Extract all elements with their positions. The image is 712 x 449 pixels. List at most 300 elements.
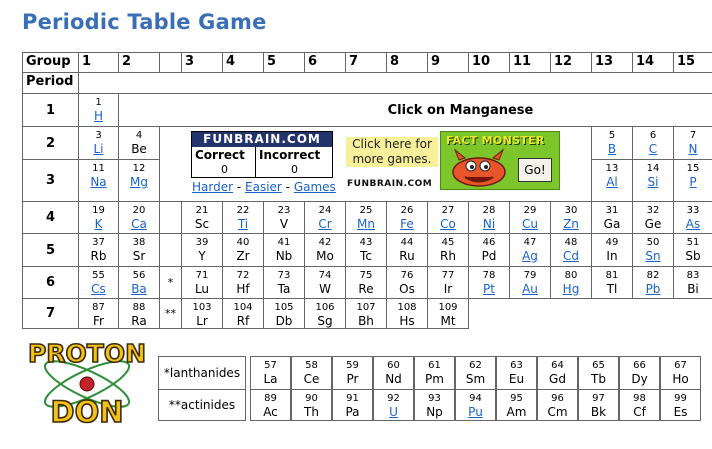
- period-header-spacer: [78, 72, 712, 94]
- element-symbol: Tl: [606, 282, 618, 296]
- element-cell-ta: [263, 266, 305, 299]
- element-symbol: Os: [399, 282, 415, 296]
- atomic-number: 27: [441, 205, 455, 216]
- element-cell-db: [263, 298, 305, 329]
- atomic-number: 89: [264, 393, 277, 404]
- element-symbol[interactable]: Pb: [645, 282, 661, 296]
- element-cell-na[interactable]: [78, 159, 119, 202]
- element-symbol[interactable]: Ca: [131, 217, 147, 231]
- element-symbol[interactable]: Zn: [563, 217, 579, 231]
- atomic-number: 13: [605, 163, 619, 174]
- atomic-number: 4: [135, 130, 143, 141]
- element-cell-be: [118, 126, 160, 160]
- page-title: Periodic Table Game: [22, 10, 267, 34]
- games-link[interactable]: Games: [293, 180, 336, 194]
- element-symbol: Tc: [360, 249, 372, 263]
- element-cell-zr: [222, 233, 264, 267]
- element-symbol[interactable]: Ag: [522, 249, 538, 263]
- element-cell-zn[interactable]: [550, 201, 592, 234]
- element-symbol: Bk: [590, 405, 607, 419]
- atomic-number: 79: [523, 270, 537, 281]
- atomic-number: 78: [482, 270, 496, 281]
- element-cell-bh: [345, 298, 387, 329]
- element-cell-k[interactable]: [78, 201, 119, 234]
- atomic-number: 44: [400, 237, 414, 248]
- element-cell-pm: [414, 356, 455, 390]
- more-games-banner[interactable]: [343, 131, 438, 191]
- element-cell-u[interactable]: [373, 389, 414, 421]
- element-symbol: Be: [131, 142, 147, 156]
- element-symbol[interactable]: Mn: [357, 217, 375, 231]
- atomic-number: 20: [132, 205, 146, 216]
- atomic-number: 49: [605, 237, 619, 248]
- element-cell-as[interactable]: [673, 201, 712, 234]
- funbrain-wordmark: FUNBRAIN.COM: [347, 179, 433, 189]
- period-5: 5: [22, 233, 79, 267]
- atomic-number: 104: [233, 302, 253, 313]
- period-3: 3: [22, 159, 79, 202]
- prompt-cell: [118, 93, 712, 127]
- atomic-number: 15: [686, 163, 700, 174]
- element-symbol[interactable]: H: [93, 109, 104, 123]
- atomic-number: 3: [95, 130, 102, 141]
- group-header-3: 3: [181, 52, 223, 73]
- element-cell-ce: [291, 356, 332, 390]
- element-cell-si[interactable]: [632, 159, 674, 202]
- element-symbol[interactable]: Li: [93, 142, 104, 156]
- element-cell-hs: [386, 298, 428, 329]
- element-symbol: Dy: [631, 372, 648, 386]
- element-cell-mg[interactable]: [118, 159, 160, 202]
- element-cell-bk: [578, 389, 619, 421]
- element-symbol[interactable]: Cr: [318, 217, 332, 231]
- element-symbol: Ce: [303, 372, 320, 386]
- element-cell-sc: [181, 201, 223, 234]
- element-cell-sr: [118, 233, 160, 267]
- element-cell-n[interactable]: [673, 126, 712, 160]
- element-symbol: Es: [673, 405, 688, 419]
- atomic-number: 109: [438, 302, 458, 313]
- element-symbol: Gd: [549, 372, 566, 386]
- atomic-number: 24: [318, 205, 332, 216]
- element-cell-tl: [591, 266, 633, 299]
- fact-monster-logo: FACT MONSTER: [446, 134, 545, 147]
- element-symbol: V: [279, 217, 289, 231]
- atomic-number: 12: [132, 163, 146, 174]
- atomic-number: 80: [564, 270, 578, 281]
- element-cell-v: [263, 201, 305, 234]
- element-cell-pt[interactable]: [468, 266, 510, 299]
- atomic-number: 98: [633, 393, 646, 404]
- element-symbol: Ho: [672, 372, 689, 386]
- element-symbol[interactable]: N: [688, 142, 698, 156]
- logo-word-don: DON: [50, 395, 124, 429]
- group-header-4: 4: [222, 52, 264, 73]
- element-cell-p[interactable]: [673, 159, 712, 202]
- group-header-2: 2: [118, 52, 160, 73]
- element-symbol: Nb: [275, 249, 293, 263]
- atomic-number: 95: [510, 393, 523, 404]
- series-marker: *: [159, 266, 182, 299]
- element-symbol: Fr: [93, 314, 104, 328]
- element-symbol[interactable]: Hg: [562, 282, 580, 296]
- element-cell-in: [591, 233, 633, 267]
- atomic-number: 41: [277, 237, 291, 248]
- atomic-number: 56: [132, 270, 146, 281]
- atomic-number: 94: [469, 393, 482, 404]
- atomic-number: 26: [400, 205, 414, 216]
- atomic-number: 62: [469, 360, 482, 371]
- element-symbol[interactable]: Cu: [522, 217, 538, 231]
- element-symbol: Ir: [443, 282, 453, 296]
- incorrect-count: 0: [291, 163, 298, 176]
- element-symbol: W: [319, 282, 331, 296]
- element-symbol: Sr: [132, 249, 146, 263]
- element-cell-ir: [427, 266, 469, 299]
- element-symbol[interactable]: Mg: [130, 175, 148, 189]
- atomic-number: 91: [346, 393, 359, 404]
- element-symbol[interactable]: Si: [647, 175, 659, 189]
- atomic-number: 33: [686, 205, 700, 216]
- atomic-number: 38: [132, 237, 146, 248]
- atomic-number: 67: [674, 360, 687, 371]
- atomic-number: 43: [359, 237, 373, 248]
- atomic-number: 29: [523, 205, 537, 216]
- group-header-label: Group: [22, 52, 79, 73]
- atomic-number: 99: [674, 393, 687, 404]
- group-header-9: 9: [427, 52, 469, 73]
- atomic-number: 31: [605, 205, 619, 216]
- incorrect-label: Incorrect: [259, 148, 321, 162]
- element-cell-cd[interactable]: [550, 233, 592, 267]
- lanthanides-label: *lanthanides: [158, 356, 246, 390]
- element-cell-co[interactable]: [427, 201, 469, 234]
- element-symbol: Sb: [685, 249, 701, 263]
- element-symbol[interactable]: U: [389, 405, 398, 419]
- element-cell-mo: [304, 233, 346, 267]
- atomic-number: 14: [646, 163, 660, 174]
- element-symbol: Pm: [425, 372, 444, 386]
- element-symbol: Pr: [346, 372, 359, 386]
- go-button[interactable]: Go!: [518, 158, 552, 182]
- link-separator: -: [233, 180, 246, 194]
- element-cell-sb: [673, 233, 712, 267]
- group-header-blank: [159, 52, 182, 73]
- element-symbol[interactable]: Pt: [483, 282, 495, 296]
- group-header-8: 8: [386, 52, 428, 73]
- atomic-number: 72: [236, 270, 250, 281]
- element-symbol[interactable]: K: [94, 217, 103, 231]
- element-cell-nb: [263, 233, 305, 267]
- element-cell-b[interactable]: [591, 126, 633, 160]
- element-cell-th: [291, 389, 332, 421]
- element-cell-lu: [181, 266, 223, 299]
- element-symbol[interactable]: B: [607, 142, 617, 156]
- atomic-number: 107: [356, 302, 376, 313]
- element-cell-ca[interactable]: [118, 201, 160, 234]
- element-symbol: Tb: [591, 372, 606, 386]
- element-symbol: Hs: [399, 314, 415, 328]
- atomic-number: 83: [686, 270, 700, 281]
- period-header-label: Period: [22, 72, 79, 94]
- atomic-number: 21: [195, 205, 209, 216]
- element-symbol[interactable]: Cd: [563, 249, 579, 263]
- atomic-number: 45: [441, 237, 455, 248]
- element-symbol: Am: [506, 405, 527, 419]
- atomic-number: 59: [346, 360, 359, 371]
- element-symbol: Re: [358, 282, 374, 296]
- element-symbol[interactable]: Au: [522, 282, 538, 296]
- element-cell-pb[interactable]: [632, 266, 674, 299]
- easier-link[interactable]: Easier: [245, 180, 282, 194]
- element-cell-mn[interactable]: [345, 201, 387, 234]
- element-symbol: Pd: [481, 249, 497, 263]
- atomic-number: 61: [428, 360, 441, 371]
- element-symbol: Eu: [508, 372, 525, 386]
- element-cell-os: [386, 266, 428, 299]
- element-symbol: Sc: [194, 217, 210, 231]
- atomic-number: 22: [236, 205, 250, 216]
- group-header-13: 13: [591, 52, 633, 73]
- element-symbol: Th: [304, 405, 319, 419]
- group-header-6: 6: [304, 52, 346, 73]
- element-cell-lr: [181, 298, 223, 329]
- element-cell-w: [304, 266, 346, 299]
- element-cell-ag[interactable]: [509, 233, 551, 267]
- element-symbol: Ga: [603, 217, 621, 231]
- element-symbol[interactable]: Cs: [91, 282, 106, 296]
- atomic-number: 55: [92, 270, 105, 281]
- atomic-number: 39: [195, 237, 209, 248]
- element-symbol[interactable]: Ni: [482, 217, 496, 231]
- element-cell-re: [345, 266, 387, 299]
- element-symbol: Ta: [277, 282, 291, 296]
- element-cell-pr: [332, 356, 373, 390]
- atomic-number: 57: [264, 360, 277, 371]
- atomic-number: 7: [689, 130, 697, 141]
- element-symbol[interactable]: Al: [606, 175, 618, 189]
- element-cell-al[interactable]: [591, 159, 633, 202]
- element-symbol: Ac: [263, 405, 278, 419]
- element-cell-pa: [332, 389, 373, 421]
- atomic-number: 51: [686, 237, 700, 248]
- element-symbol[interactable]: Co: [440, 217, 456, 231]
- fact-monster-mascot-icon: [443, 146, 519, 190]
- element-cell-cm: [537, 389, 578, 421]
- element-cell-mt: [427, 298, 469, 329]
- atomic-number: 47: [523, 237, 537, 248]
- element-cell-sn[interactable]: [632, 233, 674, 267]
- element-symbol: Pa: [345, 405, 360, 419]
- atomic-number: 58: [305, 360, 318, 371]
- group-header-10: 10: [468, 52, 510, 73]
- element-cell-ba[interactable]: [118, 266, 160, 299]
- atomic-number: 48: [564, 237, 578, 248]
- group-header-1: 1: [78, 52, 119, 73]
- correct-label: Correct: [195, 148, 245, 162]
- element-symbol: Y: [198, 249, 206, 263]
- element-cell-li[interactable]: [78, 126, 119, 160]
- atomic-number: 28: [482, 205, 496, 216]
- element-cell-pu[interactable]: [455, 389, 496, 421]
- group-header-7: 7: [345, 52, 387, 73]
- period-7: 7: [22, 298, 79, 329]
- atomic-number: 42: [318, 237, 332, 248]
- group-header-11: 11: [509, 52, 551, 73]
- element-cell-dy: [619, 356, 660, 390]
- atomic-number: 30: [564, 205, 578, 216]
- atomic-number: 88: [132, 302, 146, 313]
- element-symbol: Ra: [131, 314, 147, 328]
- element-cell-sg: [304, 298, 346, 329]
- element-symbol[interactable]: Ba: [131, 282, 147, 296]
- question-prompt: Click on Manganese: [387, 102, 534, 118]
- element-cell-am: [496, 389, 537, 421]
- atomic-number: 90: [305, 393, 318, 404]
- atomic-number: 82: [646, 270, 660, 281]
- element-cell-la: [250, 356, 291, 390]
- element-symbol: Rf: [236, 314, 250, 328]
- element-cell-cs[interactable]: [78, 266, 119, 299]
- series-marker: **: [159, 298, 182, 329]
- more-games-text: Click here for more games.: [346, 137, 438, 167]
- difficulty-links: [192, 180, 336, 194]
- harder-link[interactable]: Harder: [192, 180, 234, 194]
- proton-don-logo: [22, 336, 152, 431]
- element-cell-ni[interactable]: [468, 201, 510, 234]
- atomic-number: 5: [608, 130, 616, 141]
- element-symbol: Lr: [196, 314, 208, 328]
- element-symbol[interactable]: Ti: [237, 217, 249, 231]
- element-cell-h[interactable]: [78, 93, 119, 127]
- score-divider: [255, 147, 256, 178]
- atomic-number: 60: [387, 360, 400, 371]
- group-header-5: 5: [263, 52, 305, 73]
- element-symbol: Mt: [440, 314, 456, 328]
- atomic-number: 46: [482, 237, 496, 248]
- element-symbol: Ru: [399, 249, 415, 263]
- element-symbol: Cf: [633, 405, 646, 419]
- atomic-number: 96: [551, 393, 564, 404]
- element-symbol: Lu: [194, 282, 210, 296]
- atomic-number: 37: [92, 237, 105, 248]
- element-cell-nd: [373, 356, 414, 390]
- period-6: 6: [22, 266, 79, 299]
- element-cell-tb: [578, 356, 619, 390]
- element-symbol: Mo: [316, 249, 334, 263]
- atomic-number: 108: [397, 302, 417, 313]
- element-symbol: Nd: [385, 372, 402, 386]
- element-symbol: Sg: [317, 314, 333, 328]
- element-symbol[interactable]: Fe: [400, 217, 414, 231]
- series-marker: [159, 201, 182, 234]
- atomic-number: 11: [92, 163, 105, 174]
- element-symbol: Bi: [687, 282, 699, 296]
- element-cell-cr[interactable]: [304, 201, 346, 234]
- element-symbol: La: [263, 372, 278, 386]
- period-4: 4: [22, 201, 79, 234]
- element-cell-rb: [78, 233, 119, 267]
- element-symbol[interactable]: P: [689, 175, 697, 189]
- element-symbol: In: [606, 249, 618, 263]
- element-cell-cu[interactable]: [509, 201, 551, 234]
- atomic-number: 75: [359, 270, 373, 281]
- atomic-number: 77: [441, 270, 455, 281]
- element-symbol: Zr: [236, 249, 250, 263]
- element-symbol: Cm: [547, 405, 568, 419]
- element-cell-y: [181, 233, 223, 267]
- correct-count: 0: [221, 163, 228, 176]
- element-cell-ho: [660, 356, 701, 390]
- atomic-number: 74: [318, 270, 332, 281]
- element-cell-ti[interactable]: [222, 201, 264, 234]
- element-symbol: Hf: [236, 282, 250, 296]
- atomic-number: 6: [649, 130, 657, 141]
- element-symbol[interactable]: Sn: [645, 249, 661, 263]
- element-cell-es: [660, 389, 701, 421]
- atomic-number: 1: [95, 97, 102, 108]
- element-cell-ge: [632, 201, 674, 234]
- element-cell-gd: [537, 356, 578, 390]
- element-symbol[interactable]: C: [648, 142, 658, 156]
- atomic-number: 97: [592, 393, 605, 404]
- atomic-number: 76: [400, 270, 414, 281]
- period-2: 2: [22, 126, 79, 160]
- element-symbol[interactable]: Na: [90, 175, 107, 189]
- element-cell-sm: [455, 356, 496, 390]
- element-cell-hg[interactable]: [550, 266, 592, 299]
- element-symbol[interactable]: As: [685, 217, 701, 231]
- atomic-number: 71: [195, 270, 209, 281]
- element-symbol: Rh: [440, 249, 456, 263]
- element-symbol[interactable]: Pu: [468, 405, 483, 419]
- atomic-number: 87: [92, 302, 105, 313]
- group-header-15: 15: [673, 52, 712, 73]
- element-cell-ac: [250, 389, 291, 421]
- element-symbol: Sm: [465, 372, 486, 386]
- series-marker: [159, 233, 182, 267]
- element-cell-c[interactable]: [632, 126, 674, 160]
- element-symbol: Bh: [358, 314, 374, 328]
- element-cell-fe[interactable]: [386, 201, 428, 234]
- group-header-14: 14: [632, 52, 674, 73]
- score-panel: [191, 131, 333, 178]
- atomic-number: 105: [274, 302, 294, 313]
- atomic-number: 23: [277, 205, 291, 216]
- element-cell-tc: [345, 233, 387, 267]
- element-cell-eu: [496, 356, 537, 390]
- fact-monster-banner[interactable]: [440, 131, 560, 190]
- atomic-number: 40: [236, 237, 250, 248]
- element-cell-ra: [118, 298, 160, 329]
- atomic-number: 25: [359, 205, 373, 216]
- atomic-number: 32: [646, 205, 660, 216]
- element-symbol: Ge: [644, 217, 662, 231]
- element-cell-hf: [222, 266, 264, 299]
- element-cell-cf: [619, 389, 660, 421]
- element-cell-au[interactable]: [509, 266, 551, 299]
- atomic-number: 19: [92, 205, 105, 216]
- atomic-number: 64: [551, 360, 564, 371]
- element-cell-fr: [78, 298, 119, 329]
- element-cell-rf: [222, 298, 264, 329]
- funbrain-logo: FUNBRAIN.COM: [192, 132, 332, 147]
- element-symbol: Rb: [90, 249, 107, 263]
- atomic-number: 93: [428, 393, 441, 404]
- element-cell-pd: [468, 233, 510, 267]
- atomic-number: 63: [510, 360, 523, 371]
- element-cell-rh: [427, 233, 469, 267]
